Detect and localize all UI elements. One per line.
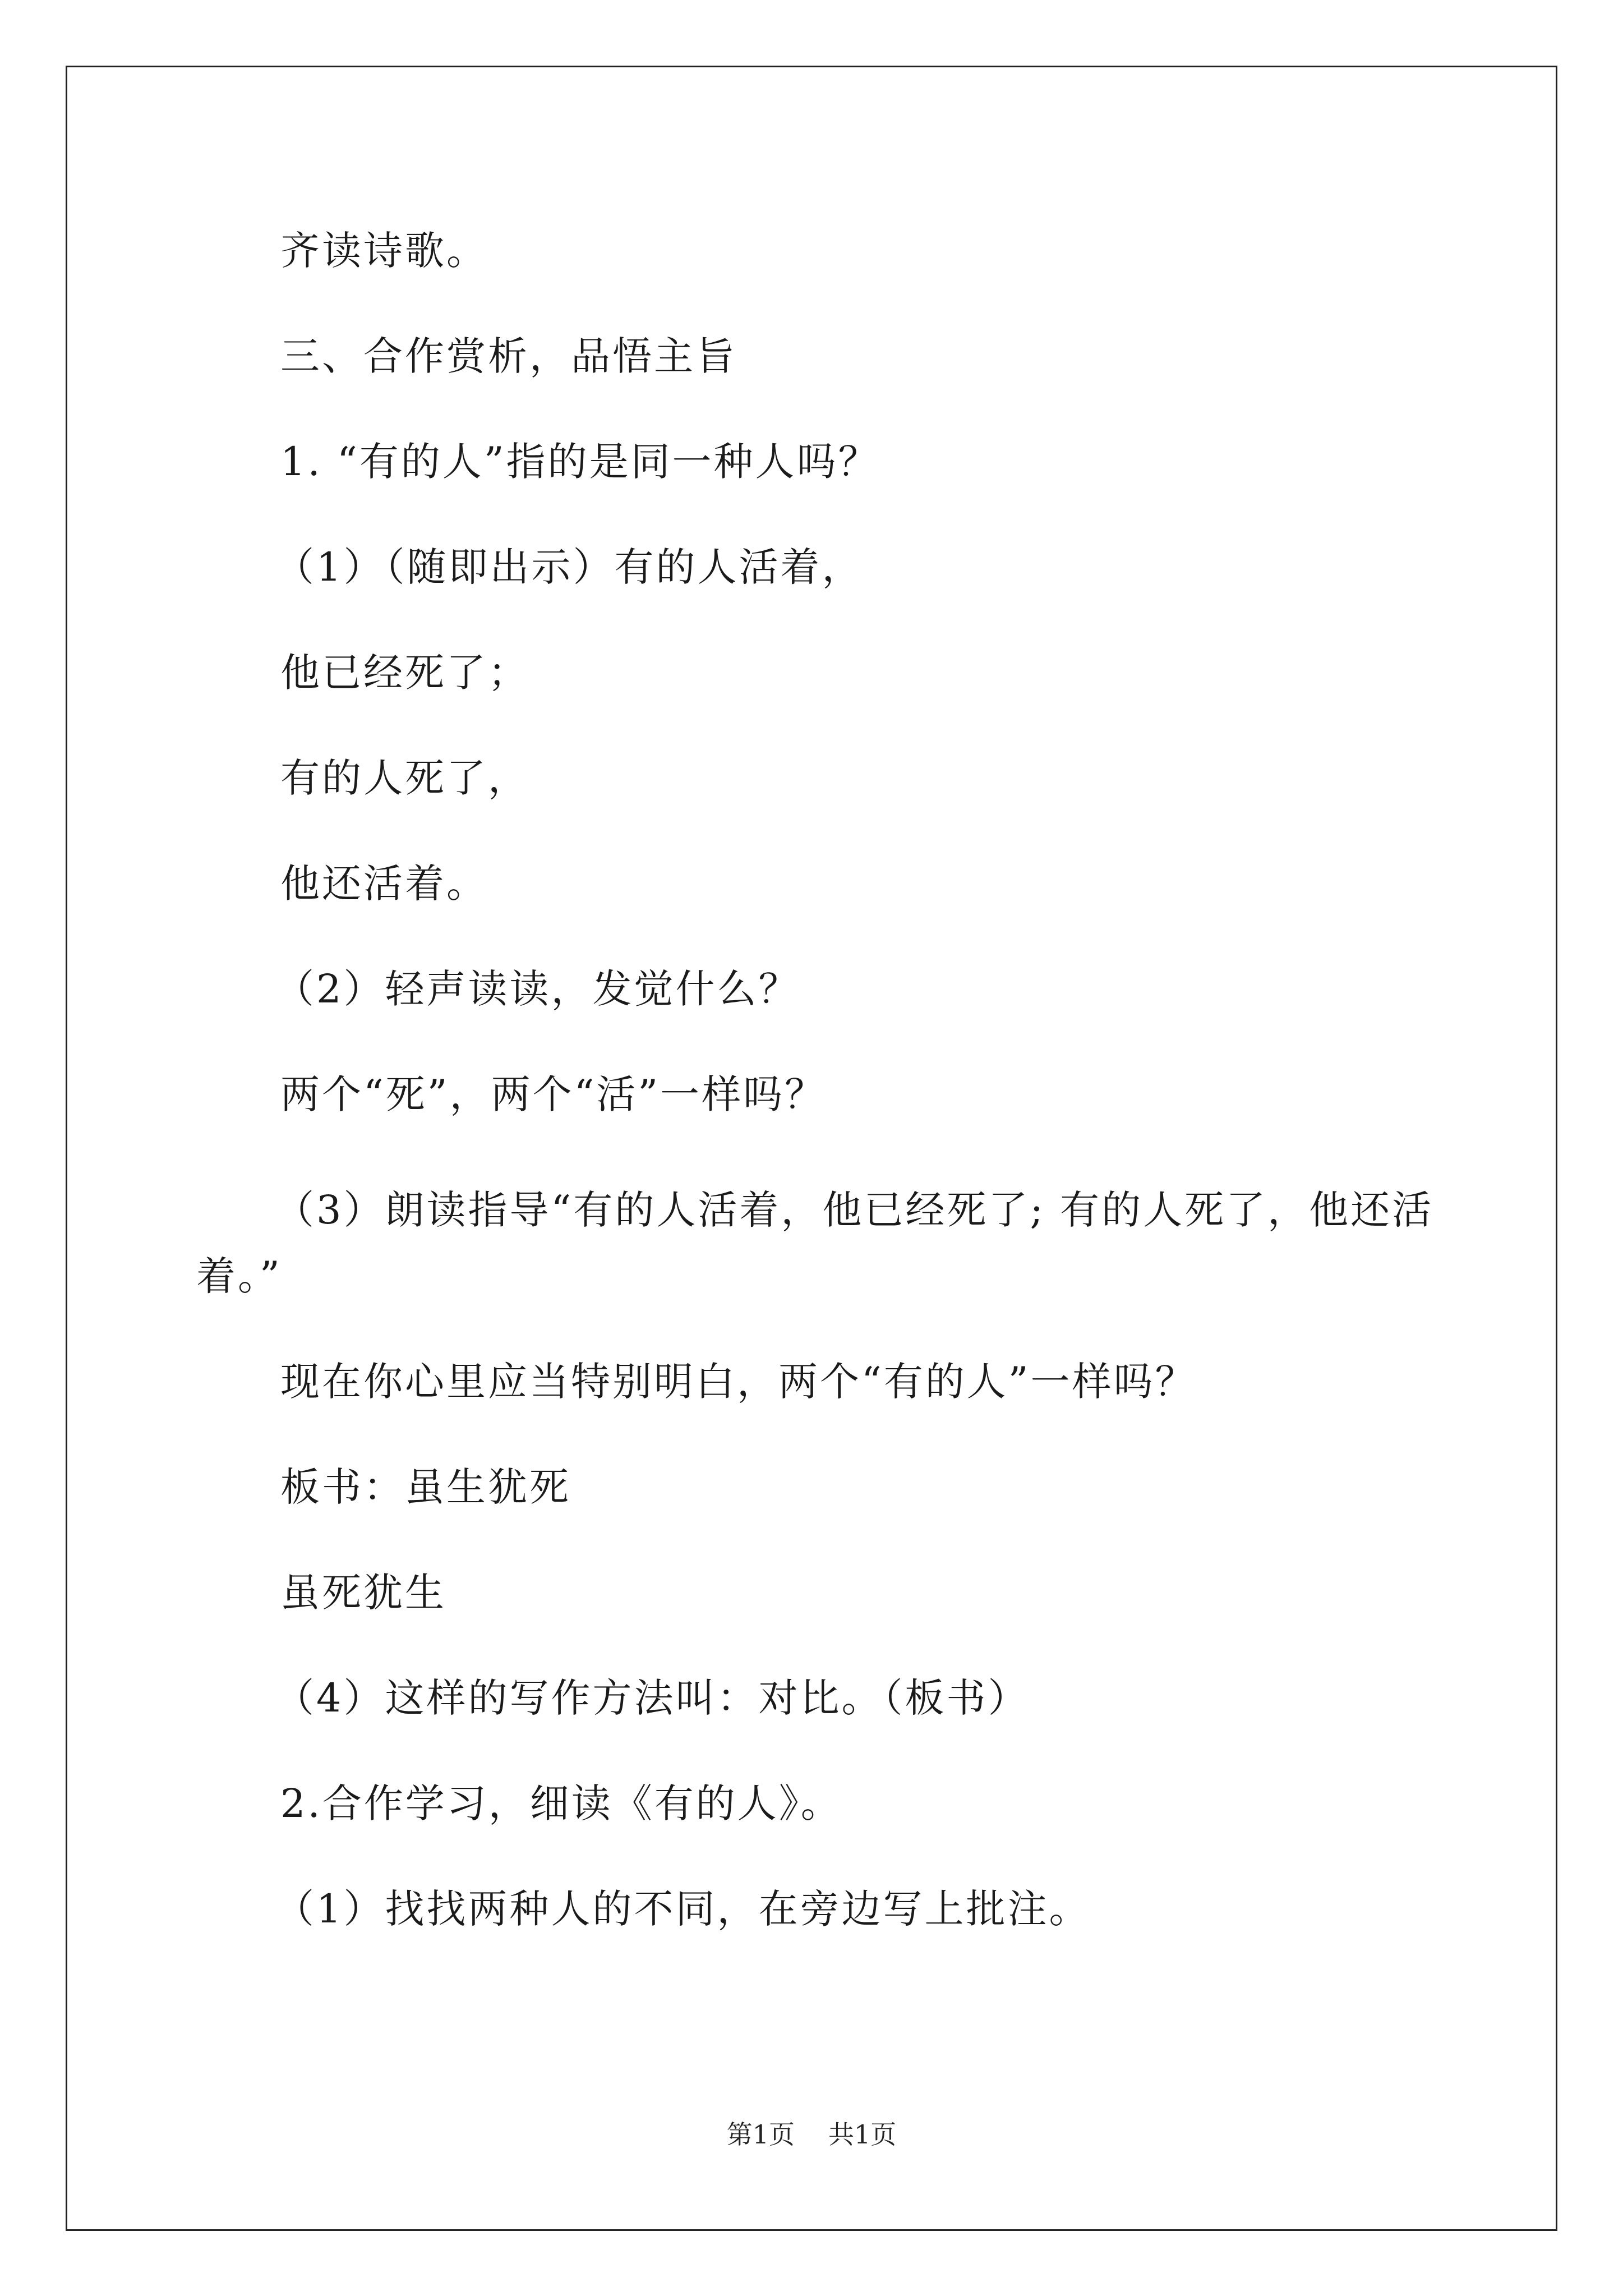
paragraph-line: 两个“死”，两个“活”一样吗？ bbox=[280, 1071, 827, 1117]
paragraph-line: 现在你心里应当特别明白，两个“有的人”一样吗？ bbox=[280, 1359, 1197, 1405]
question-heading: 2.合作学习，细读《有的人》。 bbox=[280, 1780, 842, 1826]
paragraph-line: （1）（随即出示）有的人活着， bbox=[275, 544, 864, 590]
paragraph-line: 有的人死了， bbox=[280, 755, 529, 801]
section-heading: 三、合作赏析，品悟主旨 bbox=[280, 333, 737, 379]
page-footer bbox=[0, 2118, 1623, 2151]
paragraph-line: 板书：虽生犹死 bbox=[280, 1464, 571, 1510]
paragraph-line: （4）这样的写作方法叫：对比。（板书） bbox=[275, 1675, 1030, 1721]
page-current: 第1页 bbox=[726, 2119, 795, 2150]
paragraph-line-continuation: 着。” bbox=[196, 1253, 282, 1299]
paragraph-line: 虽死犹生 bbox=[280, 1570, 446, 1616]
paragraph-line: （2）轻声读读，发觉什么？ bbox=[275, 966, 800, 1012]
question-heading: 1. “有的人”指的是同一种人吗？ bbox=[280, 439, 880, 485]
paragraph-line: 他已经死了； bbox=[280, 650, 529, 696]
paragraph-line: 齐读诗歌。 bbox=[280, 228, 488, 274]
page-total: 共1页 bbox=[828, 2119, 897, 2150]
paragraph-line: （1）找找两种人的不同，在旁边写上批注。 bbox=[275, 1886, 1091, 1932]
paragraph-line: （3）朗读指导“有的人活着，他已经死了; 有的人死了，他还活 bbox=[275, 1187, 1434, 1233]
paragraph-line: 他还活着。 bbox=[280, 861, 488, 907]
